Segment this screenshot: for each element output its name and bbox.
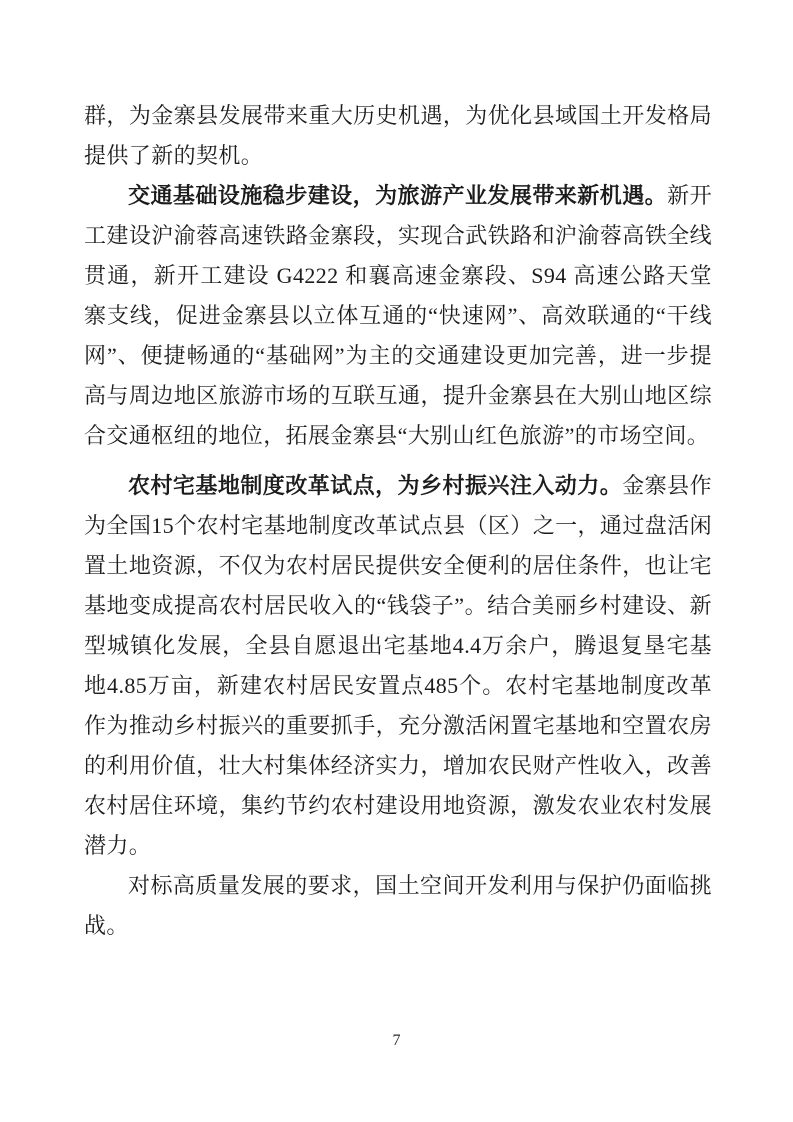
paragraph-lead: 交通基础设施稳步建设，为旅游产业发展带来新机遇。 [128,183,668,208]
paragraph-continuation [84,96,712,176]
page-content [84,96,712,946]
paragraph-transport [84,176,712,456]
paragraph-challenges [84,866,712,946]
paragraph-text: 群，为金寨县发展带来重大历史机遇，为优化县域国土开发格局提供了新的契机。 [84,103,712,168]
paragraph-homestead-reform [84,466,712,866]
paragraph-text: 金寨县作为全国15个农村宅基地制度改革试点县（区）之一，通过盘活闲置土地资源，不仅为农村居民提供安全便利的居住条件，也让宅基地变成提高农村居民收入的“钱袋子”。结合美丽乡村建设、新型城镇化发展，全县自愿退出宅基地4.4万余户，腾退复垦宅基地4.85万亩，新建农村居民安置点485个。农村宅基地制度改革作为推动乡村振兴的重要抓手，充分激活闲置宅基地和空置农房的利用价值，壮大村集体经济实力，增加农民财产性收入，改善农村居住环境，集约节约农村建设用地资源，激发农业农村发展潜力。 [84,473,712,858]
paragraph-text: 新开工建设沪渝蓉高速铁路金寨段，实现合武铁路和沪渝蓉高铁全线贯通，新开工建设 G4222 和襄高速金寨段、S94 高速公路天堂寨支线，促进金寨县以立体互通的“快速网”、高效联通的“干线网”、便捷畅通的“基础网”为主的交通建设更加完善，进一步提高与周边地区旅游市场的互联互通，提升金寨县在大别山地区综合交通枢纽的地位，拓展金寨县“大别山红色旅游”的市场空间。 [84,183,712,448]
page-number: 7 [392,1032,401,1049]
paragraph-text: 对标高质量发展的要求，国土空间开发利用与保护仍面临挑战。 [84,873,712,938]
paragraph-lead: 农村宅基地制度改革试点，为乡村振兴注入动力。 [128,473,623,498]
